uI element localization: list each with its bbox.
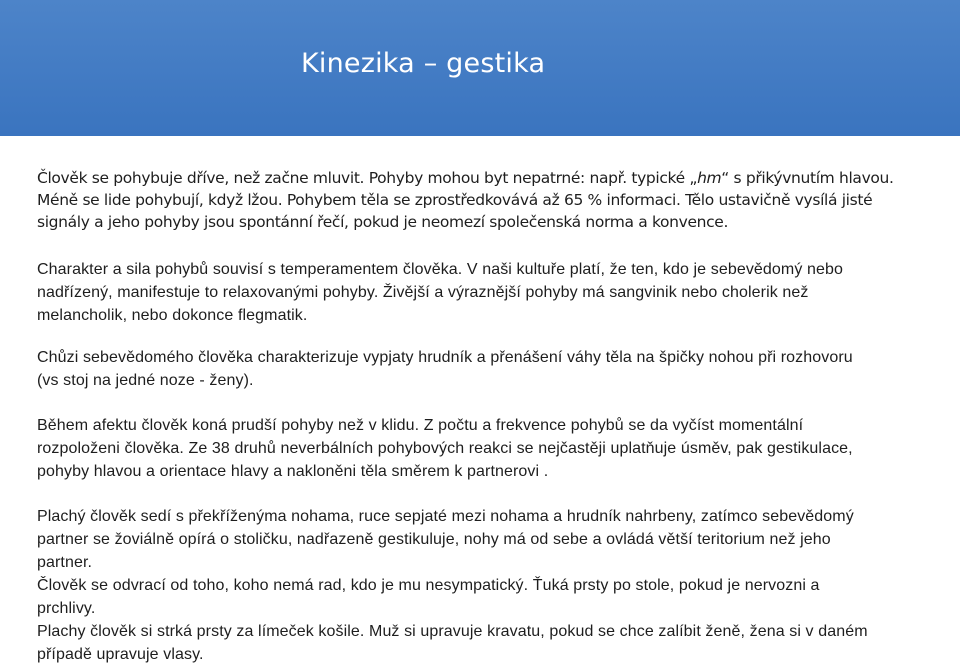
paragraph-line: prchlivy. [37,600,96,617]
paragraph-line: melancholik, nebo dokonce flegmatik. [37,307,308,324]
paragraph-line: Charakter a sila pohybů souvisí s temperamentem člověka. V naši kultuře platí, že ten, kdo je sebevědomý nebo [37,261,843,278]
paragraph-line: Chůzi sebevědomého člověka charakterizuje vypjaty hrudník a přenášení váhy těla na špičky nohou při rozhovoru [37,349,853,366]
paragraph-intro [37,167,894,233]
paragraph-temperament [37,258,843,327]
title-band [0,0,960,136]
paragraph-line: Méně se lide pohybují, když lžou. Pohybem těla se zprostředkovává až 65 % informaci. Tělo ustavičně vysílá jisté [37,191,873,209]
paragraph-line: (vs stoj na jedné noze - ženy). [37,372,254,389]
text-run: Člověk se pohybuje dříve, než začne mluvit. Pohyby mohou byt nepatrné: např. typické „ [37,169,698,187]
paragraph-line: Člověk se odvrací od toho, koho nemá rad, kdo je mu nesympatický. Ťuká prsty po stole, pokud je nervozni a [37,577,820,594]
paragraph-line: Během afektu člověk koná prudší pohyby než v klidu. Z počtu a frekvence pohybů se da vyčíst momentální [37,417,804,434]
paragraph-gait [37,346,853,392]
paragraph-line: rozpoloženi člověka. Ze 38 druhů neverbálních pohybových reakci se nejčastěji uplatňuje úsměv, pak gestikulace, [37,440,853,457]
paragraph-line: partner se žoviálně opírá o stoličku, nadřazeně gestikuluje, nohy má od sebe a ovládá větší teritorium než jeho [37,531,831,548]
paragraph-line: pohyby hlavou a orientace hlavy a nakloněni těla směrem k partnerovi . [37,463,549,480]
paragraph-line: případě upravuje vlasy. [37,646,204,663]
slide-title: Kinezika – gestika [301,48,546,79]
paragraph-line: Plachý člověk sedí s překříženýma nohama, ruce sepjaté mezi nohama a hrudník nahrbeny, zatímco sebevědomý [37,508,854,525]
paragraph-line: Plachy člověk si strká prsty za límeček košile. Muž si upravuje kravatu, pokud se chce zalíbit ženě, žena si v daném [37,623,868,640]
text-run: “ s přikývnutím hlavou. [721,169,894,187]
paragraph-line: partner. [37,554,93,571]
italic-word: hm [697,169,722,187]
paragraph-line: nadřízený, manifestuje to relaxovanými pohyby. Živější a výraznější pohyby má sangvinik nebo cholerik než [37,284,809,301]
paragraph-posture [37,505,868,666]
paragraph-affect [37,414,853,483]
paragraph-line: signály a jeho pohyby jsou spontánní řečí, pokud je neomezí společenská norma a konvence. [37,213,729,231]
paragraph-line [37,167,894,189]
